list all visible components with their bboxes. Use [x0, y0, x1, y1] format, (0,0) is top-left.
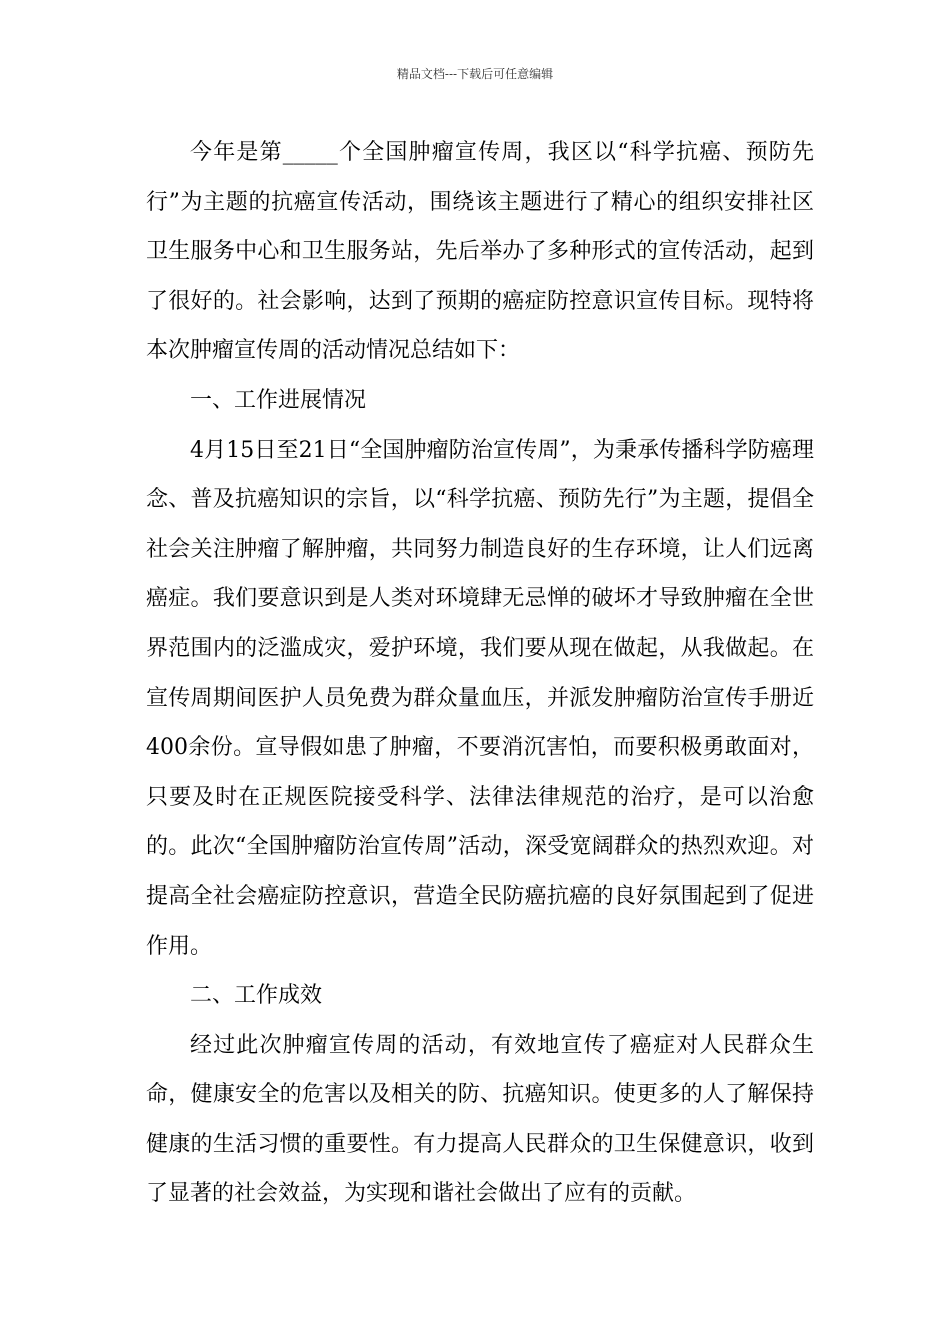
results-paragraph: 经过此次肿瘤宣传周的活动，有效地宣传了癌症对人民群众生命，健康安全的危害以及相关的防、抗癌知识。使更多的人了解保持健康的生活习惯的重要性。有力提高人民群众的卫生保健意识，收到了显著的社会效益，为实现和谐社会做出了应有的贡献。 — [146, 1032, 814, 1207]
section-heading-progress: 一、工作进展情况 — [190, 387, 367, 413]
page-header: 精品文档---下载后可任意编辑 — [396, 67, 554, 81]
document-body — [146, 128, 814, 1219]
progress-paragraph: 4月15日至21日“全国肿瘤防治宣传周”，为秉承传播科学防癌理念、普及抗癌知识的宗旨，以“科学抗癌、预防先行”为主题，提倡全社会关注肿瘤了解肿瘤，共同努力制造良好的生存环境，让人们远离癌症。我们要意识到是人类对环境肆无忌惮的破坏才导致肿瘤在全世界范围内的泛滥成灾，爱护环境，我们要从现在做起，从我做起。在宣传周期间医护人员免费为群众量血压，并派发肿瘤防治宣传手册近400余份。宣导假如患了肿瘤，不要消沉害怕，而要积极勇敢面对，只要及时在正规医院接受科学、法律法律规范的治疗，是可以治愈的。此次“全国肿瘤防治宣传周”活动，深受宽阔群众的热烈欢迎。对提高全社会癌症防控意识，营造全民防癌抗癌的良好氛围起到了促进作用。 — [146, 437, 814, 959]
intro-paragraph: 今年是第_____个全国肿瘤宣传周，我区以“科学抗癌、预防先行”为主题的抗癌宣传活动，围绕该主题进行了精心的组织安排社区卫生服务中心和卫生服务站，先后举办了多种形式的宣传活动，起到了很好的。社会影响，达到了预期的癌症防控意识宣传目标。现特将本次肿瘤宣传周的活动情况总结如下： — [146, 140, 814, 364]
section-heading-results: 二、工作成效 — [190, 983, 323, 1009]
